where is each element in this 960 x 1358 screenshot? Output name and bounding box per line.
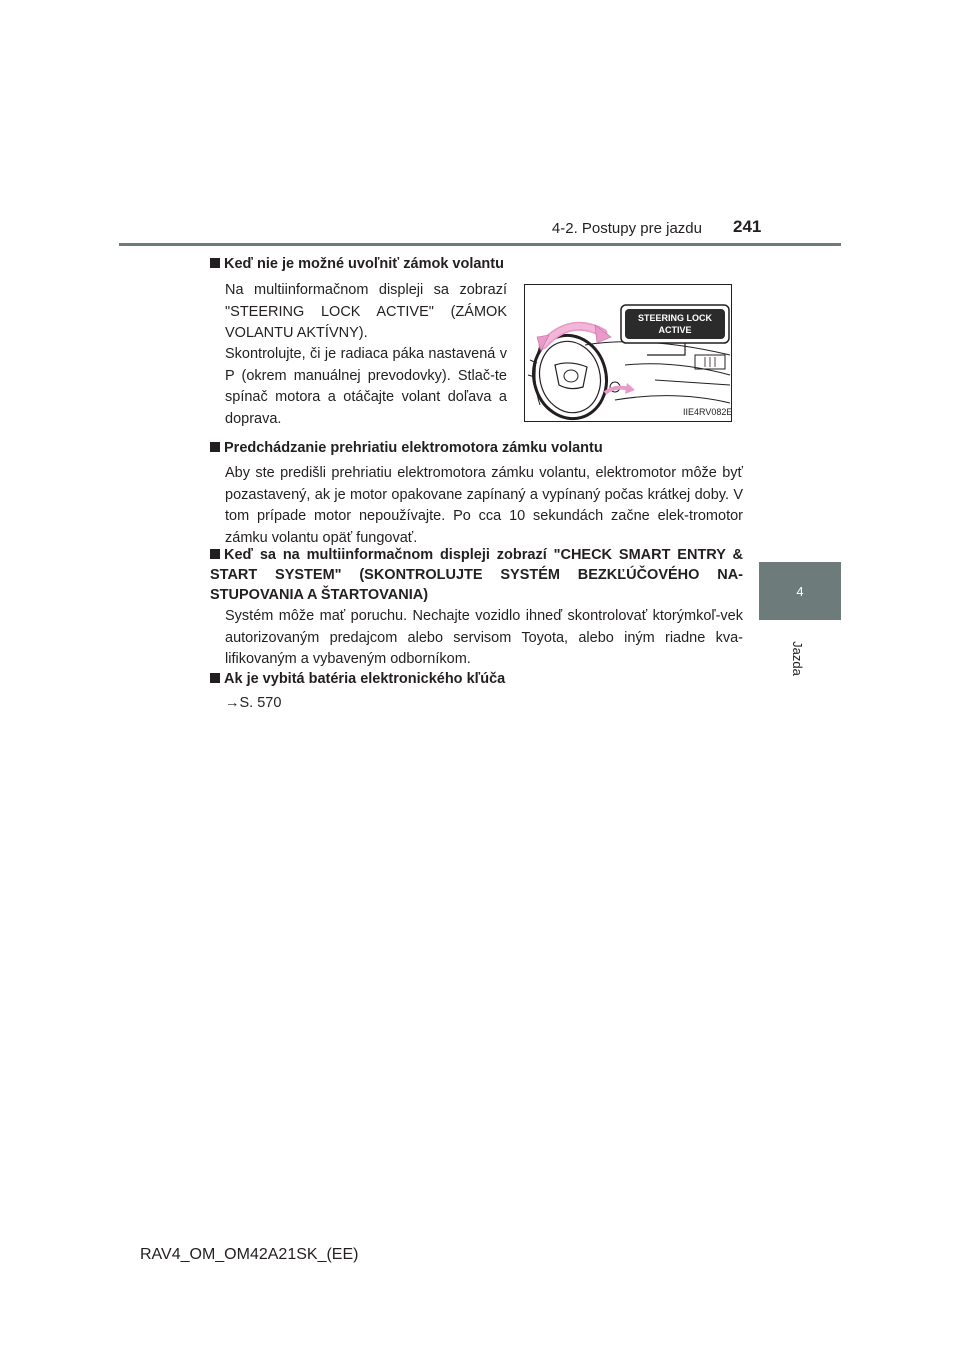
document-id: RAV4_OM_OM42A21SK_(EE) bbox=[140, 1246, 359, 1263]
section-heading-text: Predchádzanie prehriatiu elektromotora zámku volantu bbox=[224, 440, 603, 456]
steering-lock-illustration bbox=[524, 284, 732, 422]
chapter-label-text: Jazda bbox=[789, 640, 805, 676]
square-bullet-icon bbox=[210, 549, 220, 559]
section-heading-overheat bbox=[210, 438, 603, 458]
paragraph: Systém môže mať poruchu. Nechajte vozidlo ihneď skontrolovať ktorýmkoľ-vek autorizovaným predajcom alebo servisom Toyota, alebo iným riadne kva-lifikovaným a vybaveným odborníkom. bbox=[225, 608, 743, 667]
square-bullet-icon bbox=[210, 258, 220, 268]
section-heading-text: Keď sa na multiinformačnom displeji zobrazí "CHECK SMART ENTRY & START SYSTEM" (SKONTROLUJTE SYSTÉM BEZKĽÚČOVÉHO NA-STUPOVANIA A ŠTARTOVANIA) bbox=[210, 547, 743, 603]
paragraph: Aby ste predišli prehriatiu elektromotora zámku volantu, elektromotor môže byť pozastavený, ak je motor opakovane zapínaný a vypínaný počas krátkej doby. V tom prípade motor nepoužívajte. Po cca 10 sekundách začne elek-tromotor zámku volantu opäť fungovať. bbox=[225, 465, 743, 546]
chapter-tab[interactable] bbox=[759, 562, 841, 620]
page-reference-link[interactable]: →S. 570 bbox=[225, 695, 282, 711]
figure-code: IIE4RV082E bbox=[683, 407, 733, 417]
square-bullet-icon bbox=[210, 673, 220, 683]
chapter-label bbox=[777, 628, 817, 688]
chapter-number: 4 bbox=[796, 584, 804, 599]
section-heading-key-battery bbox=[210, 669, 505, 689]
display-text-line-1: STEERING LOCK bbox=[637, 313, 713, 323]
paragraph: Na multiinformačnom displeji sa zobrazí "STEERING LOCK ACTIVE" (ZÁMOK VOLANTU AKTÍVNY). bbox=[225, 282, 507, 341]
steering-wheel-icon bbox=[525, 285, 732, 422]
paragraph: Skontrolujte, či je radiaca páka nastavená v P (okrem manuálnej prevodovky). Stlač-te spínač motora a otáčajte volant doľava a doprava. bbox=[225, 346, 507, 427]
section-heading-text: Ak je vybitá batéria elektronického kľúča bbox=[224, 671, 506, 687]
section-heading-steering-lock bbox=[210, 254, 504, 274]
square-bullet-icon bbox=[210, 442, 220, 452]
header-divider bbox=[119, 243, 841, 246]
display-text-line-2: ACTIVE bbox=[658, 325, 692, 335]
page-number: 241 bbox=[733, 217, 762, 236]
section-title: 4-2. Postupy pre jazdu bbox=[551, 220, 702, 237]
section-heading-check-system bbox=[210, 545, 743, 605]
section-heading-text: Keď nie je možné uvoľniť zámok volantu bbox=[224, 256, 504, 272]
